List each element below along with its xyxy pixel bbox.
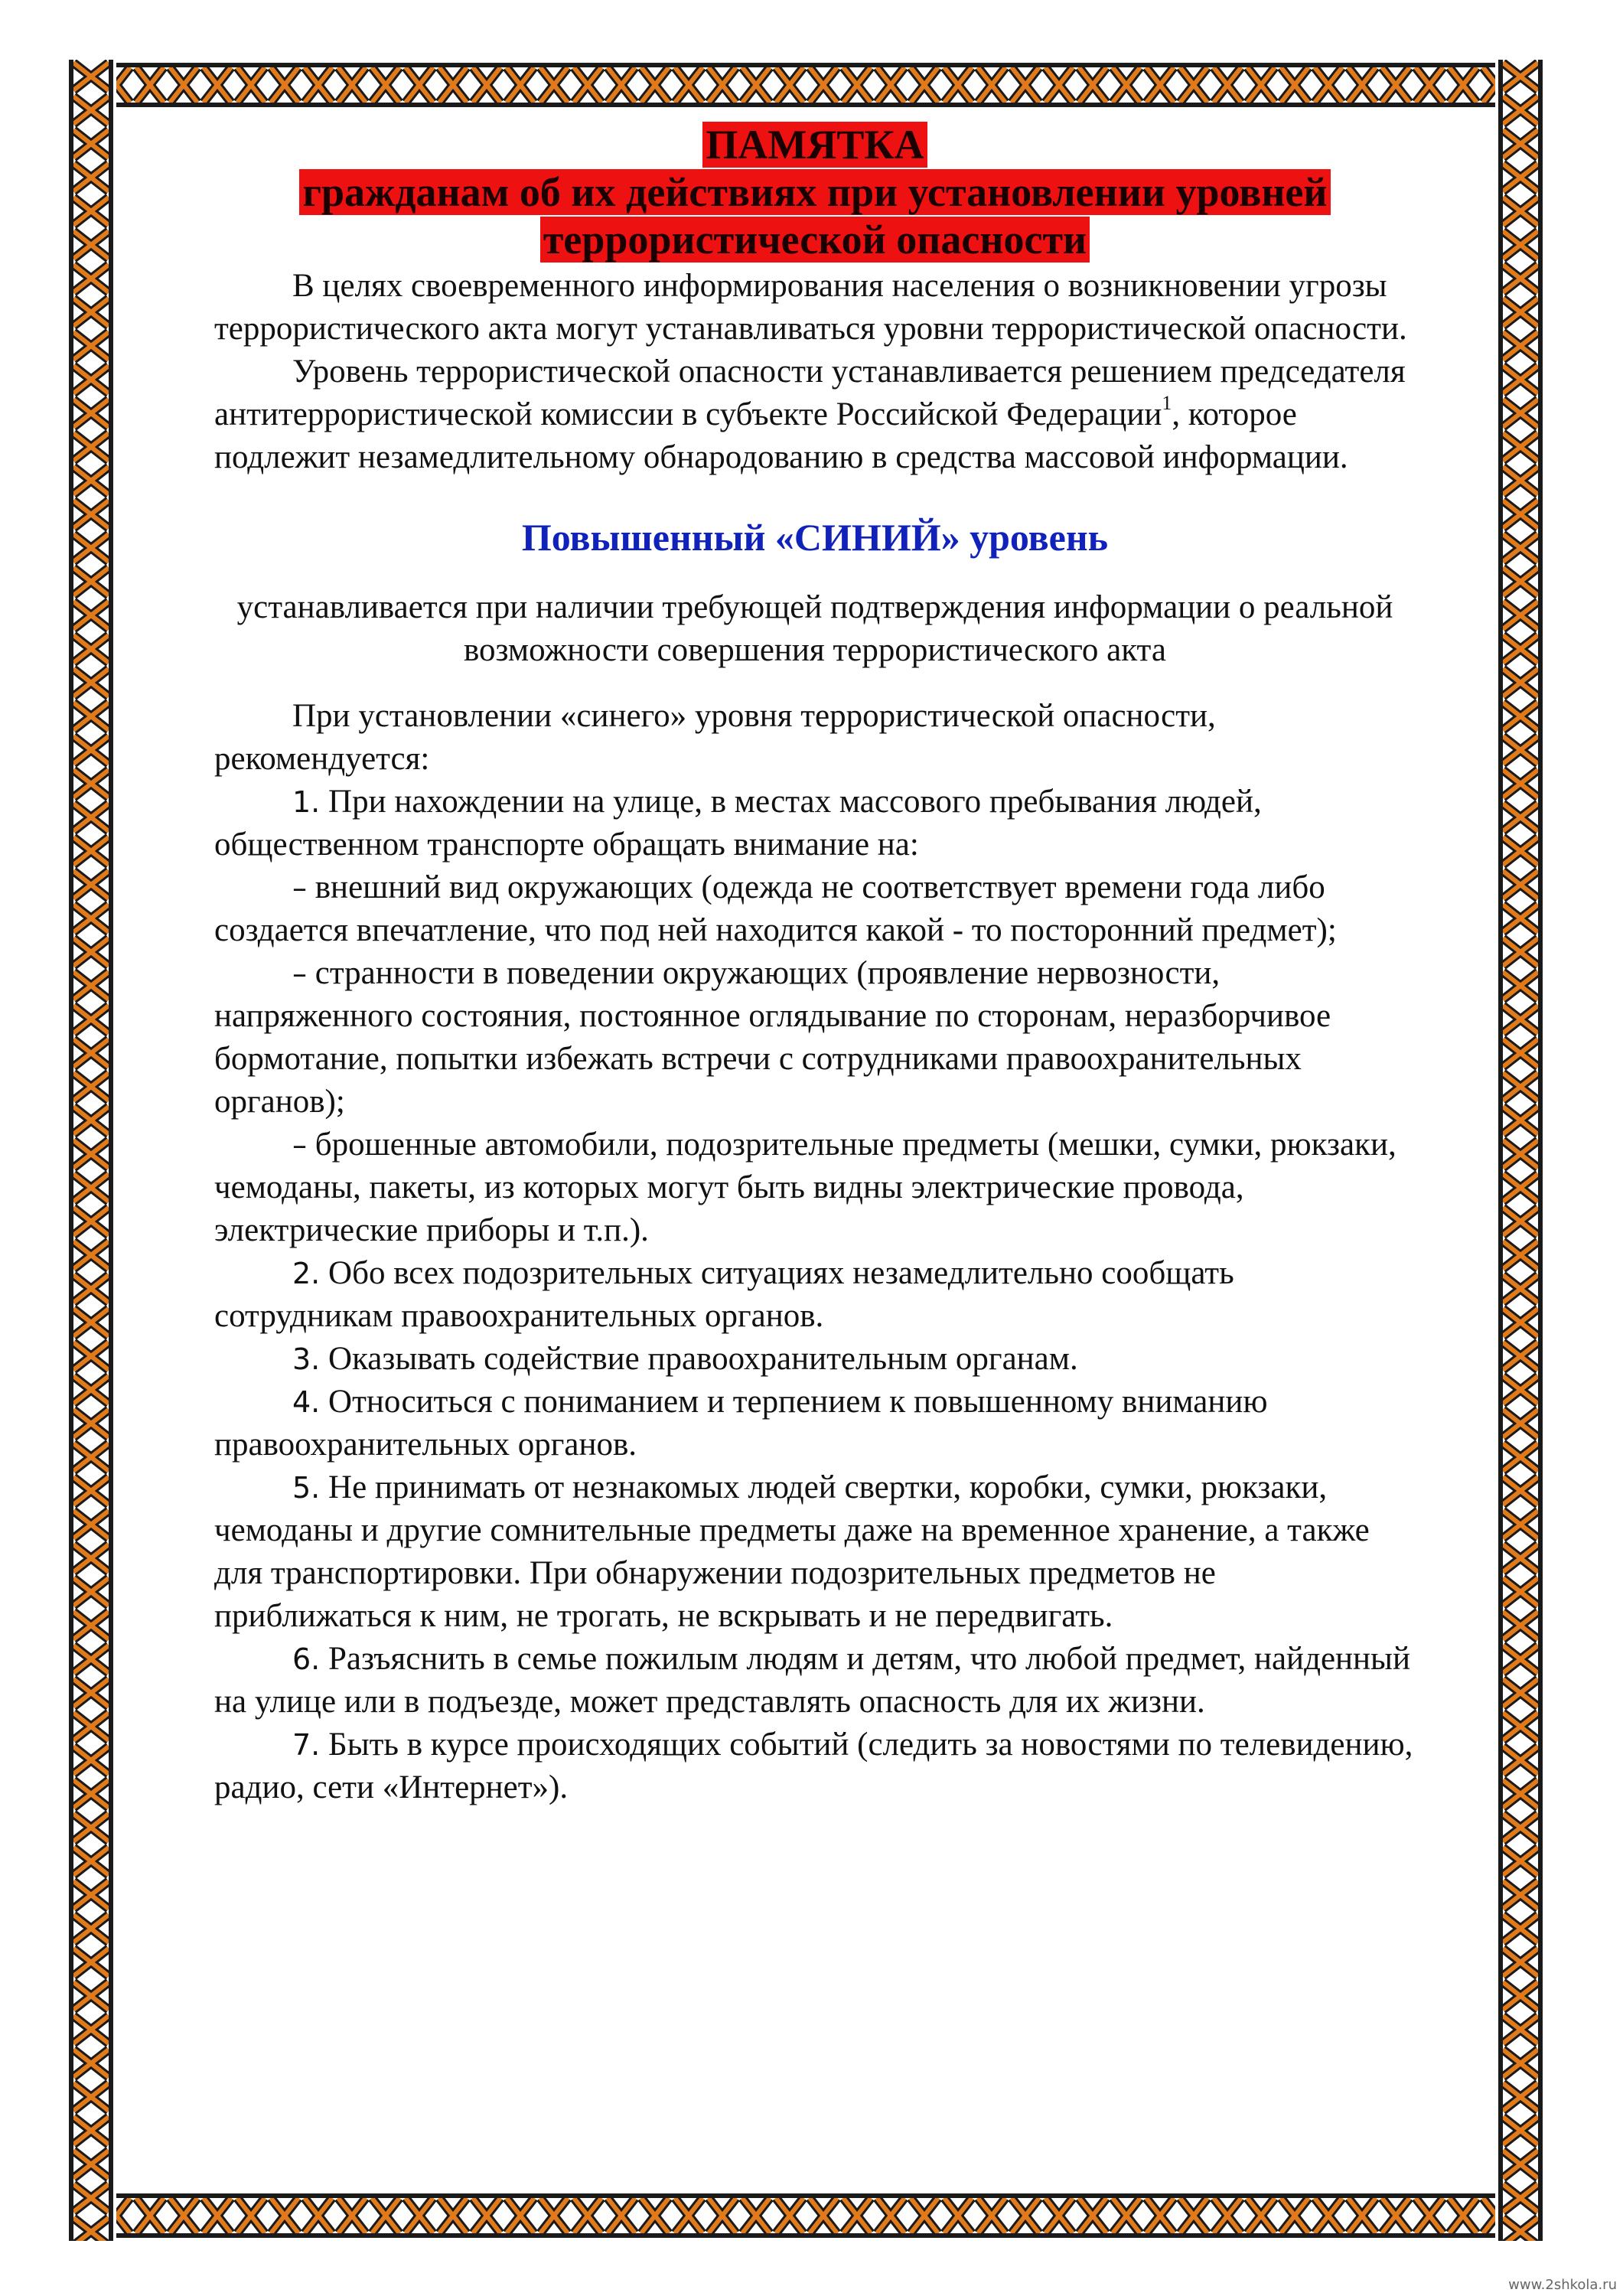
intro-paragraph-1: В целях своевременного информирования населения о возникновении угрозы террористического акта могут устанавливаться уровни террористической опасности. [214,268,1407,347]
list-item [214,1124,1416,1252]
list-item-marker: 2. [292,1257,321,1290]
list-item [214,1724,1416,1809]
list-item-text: Разъяснить в семье пожилым людям и детям, что любой предмет, найденный на улице или в подъезде, может представлять опасность для их жизни. [214,1641,1410,1720]
list-item-text: Относиться с пониманием и терпением к повышенному вниманию правоохранительных органов. [214,1384,1268,1463]
border-bottom [66,2190,1546,2241]
list-item-text: Оказывать содействие правоохранительным органам. [320,1341,1078,1377]
list-item-marker: 7. [292,1728,321,1762]
list-item-marker: 5. [292,1471,321,1505]
document-title: ПАМЯТКА [702,122,927,168]
list-item-text: Обо всех подозрительных ситуациях незамедлительно сообщать сотрудникам правоохранительных органов. [214,1255,1234,1334]
list-item-marker: 6. [292,1642,321,1676]
list-item-text: При нахождении на улице, в местах массового пребывания людей, общественном транспорте обращать внимание на: [214,784,1262,863]
list-item-text: странности в поведении окружающих (проявление нервозности, напряженного состояния, постоянное оглядывание по сторонам, неразборчивое бормотание, попытки избежать встречи с сотрудниками правоохранительных органов); [214,955,1331,1120]
list-item-text: внешний вид окружающих (одежда не соответствует времени года либо создается впечатление, что под ней находится какой - то посторонний предмет); [214,869,1337,948]
list-item-marker: – [292,1128,307,1162]
site-watermark: www.2shkola.ru [1508,2277,1617,2293]
intro-paragraph-2-before: Уровень террористической опасности устанавливается решением председателя антитеррористической комиссии в субъекте Российской Федерации [214,354,1406,432]
intro-paragraph-2-after: , которое подлежит незамедлительному обнародованию в средства массовой информации. [214,396,1348,475]
list-item-marker: – [292,957,307,990]
border-right [1495,60,1546,2241]
list-item [214,1638,1416,1724]
list-item-text: Не принимать от незнакомых людей свертки, коробки, сумки, рюкзаки, чемоданы и другие сомнительные предметы даже на временное хранение, а также для транспортировки. При обнаружении подозрительных предметов не приближаться к ним, не трогать, не вскрывать и не передвигать. [214,1469,1370,1634]
border-left [66,60,116,2241]
list-item [214,781,1416,866]
list-item [214,1252,1416,1338]
document-subtitle-line1: гражданам об их действиях при установлении уровней [299,169,1330,215]
document-subtitle-line2: террористической опасности [540,217,1090,263]
list-item [214,866,1416,952]
list-item [214,1381,1416,1466]
document-body [214,122,1416,1809]
level-heading: Повышенный «СИНИЙ» уровень [521,516,1109,559]
list-item [214,1338,1416,1381]
intro-paragraph-2 [214,351,1416,479]
footnote-marker: 1 [1162,392,1172,414]
list-item-marker: – [292,871,307,905]
list-item-text: брошенные автомобили, подозрительные предметы (мешки, сумки, рюкзаки, чемоданы, пакеты, из которых могут быть видны электрические провода, электрические приборы и т.п.). [214,1127,1396,1248]
recommendation-list [214,781,1416,1809]
list-item-marker: 4. [292,1385,321,1419]
title-block [214,122,1416,262]
list-item-marker: 1. [292,785,321,819]
list-item-text: Быть в курсе происходящих событий (следить за новостями по телевидению, радио, сети «Интернет»). [214,1727,1413,1805]
list-item [214,1466,1416,1638]
level-description: устанавливается при наличии требующей подтверждения информации о реальной возможности совершения террористического акта [236,589,1393,668]
recommend-intro: При установлении «синего» уровня террористической опасности, рекомендуется: [214,698,1216,777]
list-item-marker: 3. [292,1342,321,1376]
list-item [214,952,1416,1124]
border-top [66,60,1546,110]
